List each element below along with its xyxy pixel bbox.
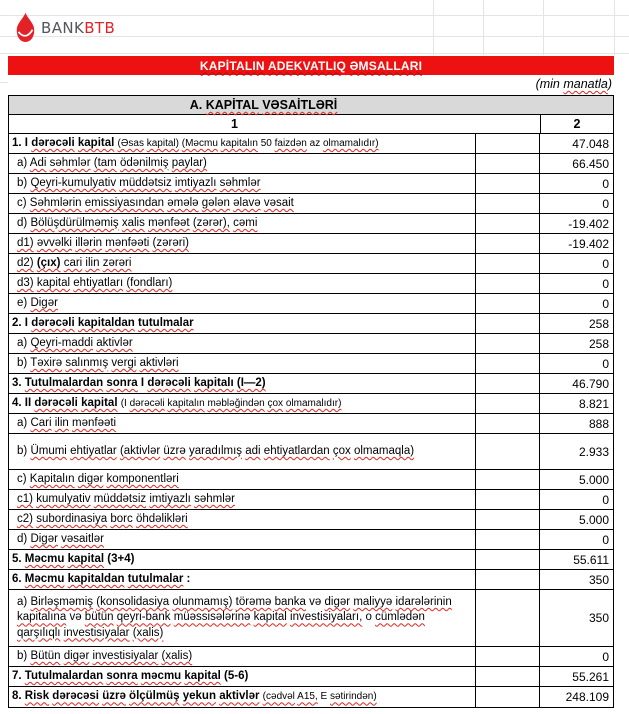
row-value: -19.402 <box>568 236 609 251</box>
row-value: 248.109 <box>565 690 609 704</box>
row-label: c2) subordinasiya borc öhdəlikləri <box>9 510 476 529</box>
table-row <box>9 234 613 254</box>
row-value: 258 <box>588 316 609 331</box>
row-label: c) Səhmlərin emissiyasından əmələ gələn əlavə vəsait <box>9 194 476 213</box>
table-row <box>9 434 613 470</box>
row-label: a) Qeyri-maddi aktivlər <box>9 334 476 353</box>
gridline <box>0 53 629 54</box>
gridline <box>0 82 8 83</box>
spacer-cell <box>476 214 540 233</box>
row-label: 5. Məcmu kapital (3+4) <box>9 550 476 569</box>
gridline <box>433 0 434 55</box>
spacer-cell <box>476 354 540 373</box>
spacer-cell <box>476 434 540 469</box>
table-row <box>9 314 613 334</box>
table-row <box>9 667 613 687</box>
row-value: 0 <box>602 296 609 311</box>
spacer-cell <box>476 490 540 509</box>
table-row <box>9 194 613 214</box>
table-row <box>9 647 613 667</box>
table-row <box>9 374 613 394</box>
logo-btb-word: BTB <box>84 18 116 37</box>
spacer-cell <box>476 294 540 313</box>
row-value: 66.450 <box>572 156 609 171</box>
capital-table <box>8 95 614 708</box>
table-row <box>9 570 613 590</box>
row-label: b) Qeyri-kumulyativ müddətsiz imtiyazlı səhmlər <box>9 174 476 193</box>
spacer-cell <box>476 234 540 253</box>
spacer-cell <box>476 550 540 569</box>
table-row <box>9 470 613 490</box>
spacer-cell <box>476 570 540 589</box>
table-row <box>9 490 613 510</box>
row-label: 3. Tutulmalardan sonra I dərəcəli kapitalı (I—2) <box>9 374 476 393</box>
row-label: d2) (çıx) cari ilin zərəri <box>9 254 476 273</box>
row-label: d3) kapital ehtiyatları (fondları) <box>9 274 476 293</box>
row-value: 55.611 <box>573 552 609 567</box>
gridline <box>483 0 484 55</box>
section-title: A. KAPİTAL VƏSAİTLƏRİ <box>189 98 338 112</box>
column-header-row <box>9 115 613 134</box>
table-row <box>9 254 613 274</box>
table-row <box>9 274 613 294</box>
row-label: e) Digər <box>9 294 476 313</box>
table-row <box>9 214 613 234</box>
row-label: 2. I dərəcəli kapitaldan tutulmalar <box>9 314 476 333</box>
spacer-cell <box>476 470 540 489</box>
spacer-cell <box>476 590 540 646</box>
row-value: 350 <box>588 611 609 625</box>
table-row <box>9 174 613 194</box>
row-label: b) Bütün digər investisiyalar (xalis) <box>9 647 476 666</box>
report-title-banner <box>8 56 614 75</box>
row-label: d1) əvvəlki illərin mənfəəti (zərəri) <box>9 234 476 253</box>
row-value: 0 <box>602 176 609 191</box>
spacer-cell <box>476 174 540 193</box>
spacer-cell <box>476 194 540 213</box>
spacer-cell <box>476 314 540 333</box>
row-label: c) Kapitalın digər komponentləri <box>9 470 476 489</box>
row-label: 1. I dərəcəli kapital (Əsas kapital) (Məcmu kapitalın 50 faizdən az olmamalıdır) <box>9 134 476 153</box>
table-row <box>9 590 613 647</box>
row-value: 0 <box>602 356 609 371</box>
row-value: 0 <box>602 492 609 507</box>
table-row <box>9 294 613 314</box>
table-row <box>9 394 613 414</box>
bank-btb-logo <box>15 11 115 44</box>
spacer-cell <box>476 154 540 173</box>
gridline <box>543 0 544 55</box>
spacer-cell <box>476 334 540 353</box>
row-value: 0 <box>602 256 609 271</box>
spacer-cell <box>476 414 540 433</box>
column-header-2: 2 <box>573 117 581 131</box>
row-value: 0 <box>602 196 609 211</box>
row-value: 2.933 <box>578 444 609 459</box>
row-value: -19.402 <box>568 216 609 231</box>
row-label: 4. II dərəcəli kapital (I dərəcəli kapitalın məbləğindən çox olmamalıdır) <box>9 394 476 413</box>
row-label: a) Adi səhmlər (tam ödənilmiş paylar) <box>9 154 476 173</box>
table-row <box>9 510 613 530</box>
units-note-pre: (min <box>535 77 564 91</box>
section-header <box>9 96 613 115</box>
spacer-cell <box>476 274 540 293</box>
column-header-1: 1 <box>9 115 541 133</box>
row-label: b) Ümumi ehtiyatlar (aktivlər üzrə yaradılmış adi ehtiyatlardan çox olmamaqla) <box>9 434 476 469</box>
row-value: 47.048 <box>572 136 609 151</box>
row-value: 350 <box>588 572 609 587</box>
table-rows <box>9 134 613 707</box>
spacer-cell <box>476 394 540 413</box>
row-value: 5.000 <box>578 512 609 527</box>
row-value: 0 <box>602 649 609 664</box>
row-label: a) Birləşməmiş (konsolidasiya olunmamış) törəmə banka və digər maliyyə idarələrinin kapitalına və bütün qeyri-bank müəssisələrinə kapital investisiyaları, o cümlədən qarşılıqlı investisiyalar (xalis) <box>9 590 476 646</box>
gridline <box>614 0 615 55</box>
table-row <box>9 154 613 174</box>
table-row <box>9 687 613 707</box>
spacer-cell <box>476 254 540 273</box>
logo-text <box>41 19 115 37</box>
units-note-post: ) <box>607 77 612 91</box>
row-label: 7. Tutulmalardan sonra məcmu kapital (5-6) <box>9 667 476 686</box>
row-label: d) Bölüşdürülməmiş xalis mənfəət (zərər), cəmi <box>9 214 476 233</box>
spacer-cell <box>476 687 540 707</box>
row-value: 0 <box>602 532 609 547</box>
units-note <box>536 77 612 91</box>
row-label: c1) kumulyativ müddətsiz imtiyazlı səhmlər <box>9 490 476 509</box>
spacer-cell <box>476 374 540 393</box>
row-value: 0 <box>602 276 609 291</box>
table-row <box>9 354 613 374</box>
row-label: b) Təxirə salınmış vergi aktivləri <box>9 354 476 373</box>
spacer-cell <box>476 647 540 666</box>
table-row <box>9 134 613 154</box>
row-value: 55.261 <box>572 669 609 684</box>
report-title: KAPİTALIN ADEKVATLIQ ƏMSALLARI <box>199 58 423 73</box>
row-value: 46.790 <box>572 376 609 391</box>
spacer-cell <box>476 667 540 686</box>
table-row <box>9 414 613 434</box>
spacer-cell <box>476 510 540 529</box>
table-row <box>9 550 613 570</box>
row-value: 258 <box>588 336 609 351</box>
spacer-cell <box>476 530 540 549</box>
flame-icon <box>15 11 36 44</box>
row-value: 5.000 <box>578 472 609 487</box>
row-label: d) Digər vəsaitlər <box>9 530 476 549</box>
table-row <box>9 334 613 354</box>
row-label: a) Cari ilin mənfəəti <box>9 414 476 433</box>
spacer-cell <box>476 134 540 153</box>
row-label: 6. Məcmu kapitaldan tutulmalar : <box>9 570 476 589</box>
row-label: 8. Risk dərəcəsi üzrə ölçülmüş yekun aktivlər (cədvəl A15, E sətirindən) <box>9 687 476 707</box>
units-note-word: manatla <box>563 77 608 91</box>
logo-bank-word: BANK <box>41 18 85 37</box>
table-row <box>9 530 613 550</box>
row-value: 888 <box>588 416 609 431</box>
row-value: 8.821 <box>578 396 609 411</box>
